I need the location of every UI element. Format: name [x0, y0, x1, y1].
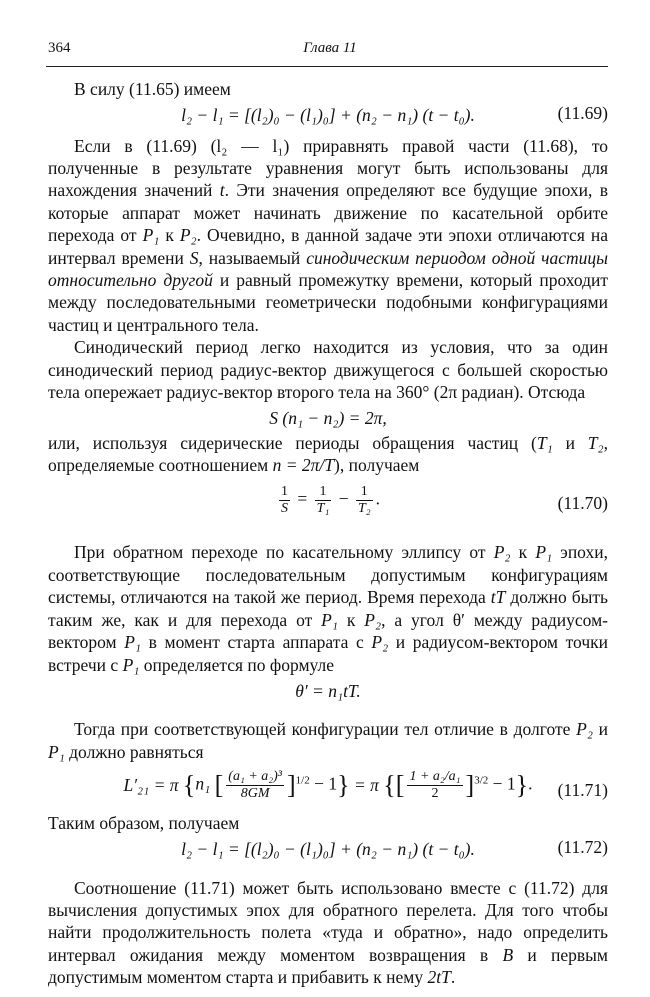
- term-synodic-period: синодическим периодом одной частицы относительно другой: [48, 247, 608, 291]
- equation-11-71: L′₂₁ = π {n₁ [ $\frac{\text{(a₁ + a₂)³}}{8GM}$ ]$^{1/2}$ − 1} = π {[ $\frac{\text{1 + a₂/a₁}}{2}$ ]$^{3/2}$ − 1}. (11.71): [123, 768, 608, 801]
- page-body: [48, 78, 608, 989]
- equation-theta: θ′ = n₁tT.: [295, 680, 361, 701]
- equation-11-69-label: (11.69): [557, 103, 608, 124]
- equation-11-72: l₂ − l₁ = [(l₂)₀ − (l₁)₀] + (n₂ − n₁) (t − t₀). (11.72): [181, 837, 608, 860]
- paragraph-thus: Таким образом, получаем: [48, 812, 240, 833]
- equation-11-69-body: l₂ − l₁ = [(l₂)₀ − (l₁)₀] + (n₂ − n₁) (t − t₀).: [181, 105, 475, 126]
- paragraph-intro: В силу (11.65) имеем: [74, 79, 231, 99]
- paragraph-longitude: Тогда при соответствующей конфигурации тел отличие в долготе P₂ и P₁ должно равняться: [48, 719, 609, 762]
- chapter-title: Глава 11: [303, 40, 357, 56]
- equation-11-70: $\frac{1}{S}$ = $\frac{1}{\text{T₁}}$ − $\frac{1}{\text{T₂}}$ . (11.70): [281, 484, 608, 517]
- paragraph-sidereal: или, используя сидерические периоды обращения частиц (T₁ и T₂, определяемые соотношением n = 2π/T), получаем: [48, 432, 608, 476]
- page-header: [48, 40, 612, 62]
- equation-synodic: S (n₁ − n₂) = 2π,: [269, 408, 387, 429]
- equation-11-72-label: (11.72): [557, 837, 608, 858]
- paragraph-conclusion: Соотношение (11.71) может быть использовано вместе с (11.72) для вычисления допустимых эпох для обратного перелета. Для того чтобы найти продолжительность полета «туда и обратно», надо определить интервал ожидания между моментом возвращения в B и первым допустимым моментом старта и прибавить к нему 2tT.: [48, 877, 609, 988]
- equation-11-69: [48, 102, 608, 126]
- equation-11-71-label: (11.71): [557, 779, 608, 800]
- paragraph-epochs: Если в (11.69) (l₂ — l₁) приравнять правой части (11.68), то полученные в результате уравнения могут быть использованы для нахождения значений t. Эти значения определяют все будущие эпохи, в которые аппарат может начинать движение по касательной орбите перехода от P₁ к P₂. Очевидно, в данной задаче эти эпохи отличаются на интервал времени S, называемый синодическим периодом одной частицы относительно другой и равный промежутку времени, который проходит между последовательными геометрически подобными конфигурациями частиц и центрального тела.: [48, 135, 608, 335]
- equation-11-70-label: (11.70): [557, 493, 608, 514]
- paragraph-return: При обратном переходе по касательному эллипсу от P₂ к P₁ эпохи, соответствующие последовательным допустимым конфигурациям системы, отличаются на такой же период. Время перехода tT должно быть таким же, как и для перехода от P₁ к P₂, а угол θ′ между радиусом-вектором P₁ в момент старта аппарата с P₂ и радиусом-вектором точки встречи с P₁ определяется по формуле: [48, 542, 609, 675]
- paragraph-synodic: Синодический период легко находится из условия, что за один синодический период радиус-вектор движущегося с большей скоростью тела опережает радиус-вектор второго тела на 360° (2π радиан). Отсюда: [48, 337, 608, 403]
- page-number: 364: [48, 40, 71, 56]
- header-rule: [46, 66, 608, 67]
